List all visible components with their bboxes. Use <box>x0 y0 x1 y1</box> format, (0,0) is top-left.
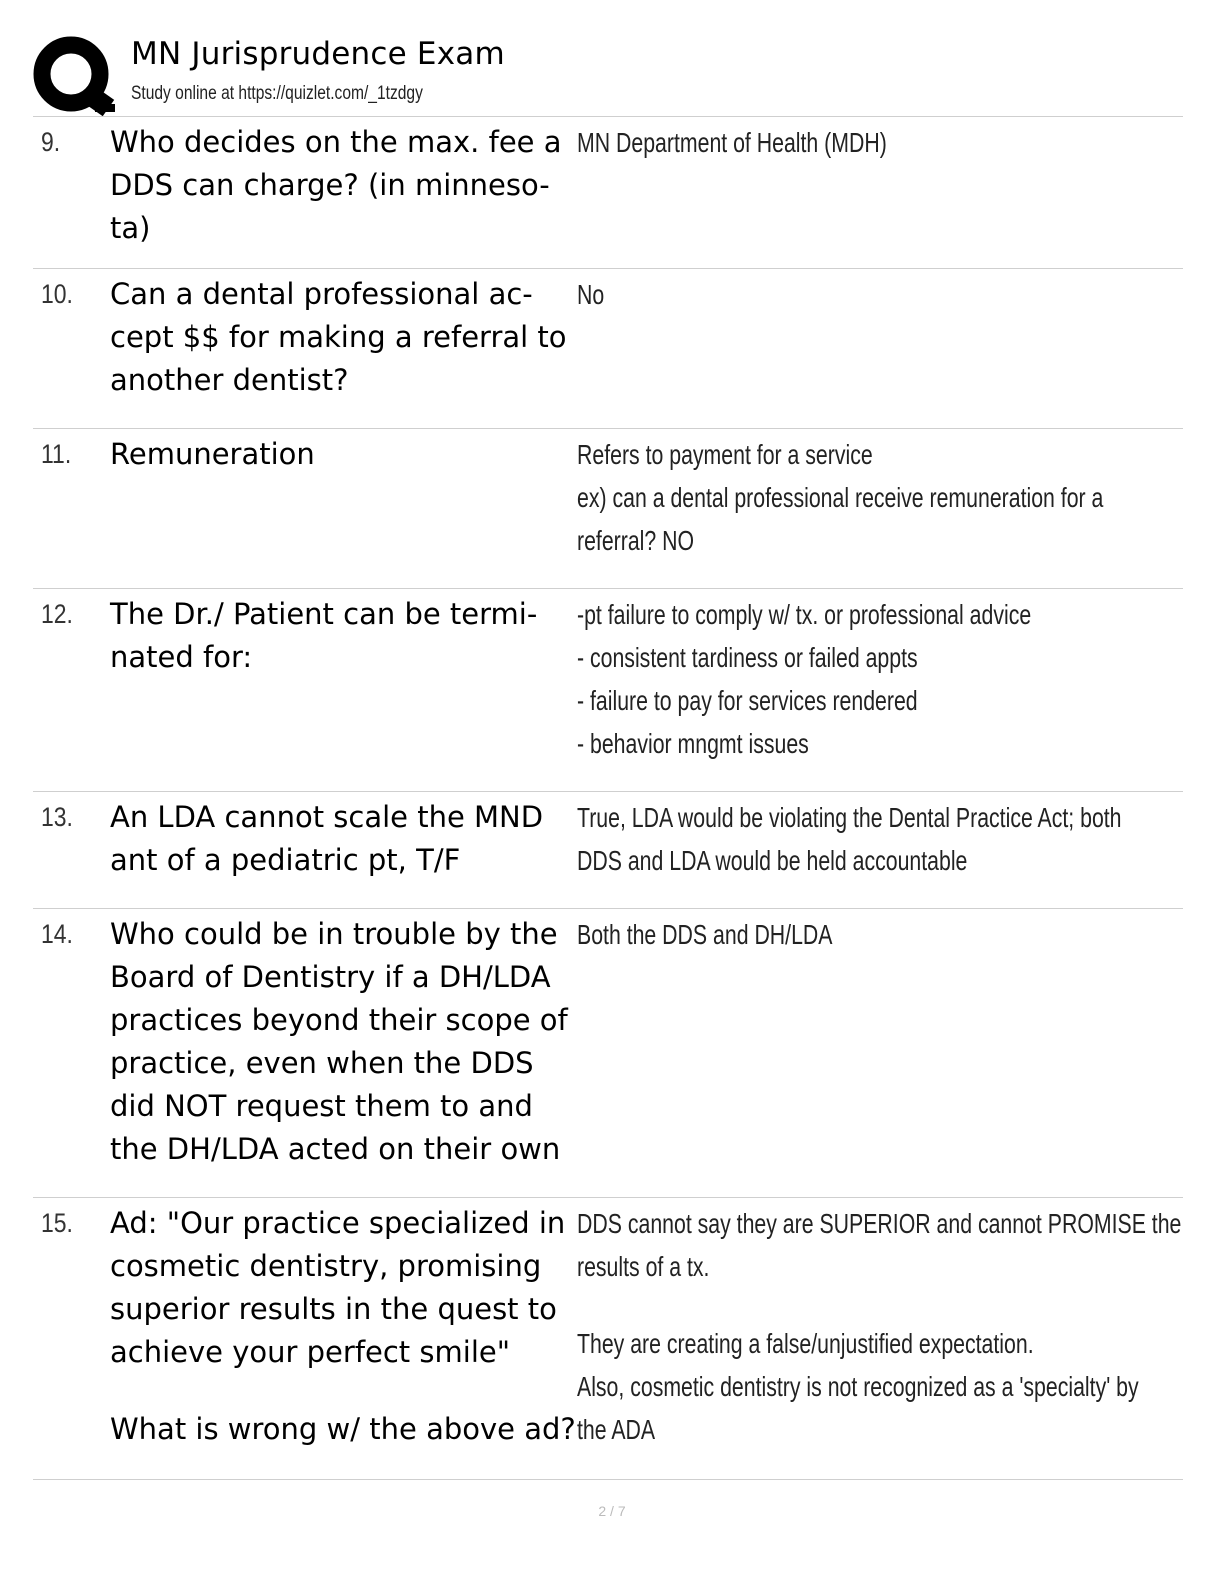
term-line: Board of Dentistry if a DH/LDA <box>110 960 551 994</box>
term-line: The Dr./ Patient can be termi- <box>110 597 538 631</box>
card-term <box>110 273 580 402</box>
card-definition <box>577 1202 1187 1451</box>
definition-line: - consistent tardiness or failed appts <box>577 642 918 673</box>
flashcard-row <box>33 909 1183 1198</box>
definition-line: They are creating a false/unjustified expectation. <box>577 1328 1034 1359</box>
term-line: Remuneration <box>110 437 315 471</box>
term-line: did NOT request them to and <box>110 1089 533 1123</box>
flashcard-list <box>33 116 1183 1480</box>
definition-line: referral? NO <box>577 525 695 556</box>
document-title: MN Jurisprudence Exam <box>131 36 505 72</box>
term-line: ant of a pediatric pt, T/F <box>110 843 461 877</box>
card-definition <box>577 273 1187 316</box>
term-line: Ad: "Our practice specialized in <box>110 1206 566 1240</box>
term-line: ta) <box>110 211 151 245</box>
term-line: practices beyond their scope of <box>110 1003 568 1037</box>
term-line: Who decides on the max. fee a <box>110 125 562 159</box>
flashcard-row <box>33 429 1183 589</box>
card-number: 15. <box>41 1208 73 1238</box>
term-line: practice, even when the DDS <box>110 1046 534 1080</box>
card-term <box>110 913 580 1171</box>
term-line: What is wrong w/ the above ad? <box>110 1412 576 1446</box>
card-definition <box>577 593 1187 765</box>
term-line: superior results in the quest to <box>110 1292 557 1326</box>
study-online-link[interactable]: Study online at https://quizlet.com/_1tzdgy <box>131 83 423 104</box>
card-term <box>110 796 580 882</box>
term-line: nated for: <box>110 640 253 674</box>
definition-line: results of a tx. <box>577 1251 710 1282</box>
term-line: Can a dental professional ac- <box>110 277 533 311</box>
card-term <box>110 121 580 250</box>
definition-line: DDS and LDA would be held accountable <box>577 845 968 876</box>
definition-line: Also, cosmetic dentistry is not recognized as a 'specialty' by <box>577 1371 1139 1402</box>
definition-line: True, LDA would be violating the Dental Practice Act; both <box>577 802 1122 833</box>
term-line: cosmetic dentistry, promising <box>110 1249 542 1283</box>
term-line: DDS can charge? (in minneso- <box>110 168 550 202</box>
flashcard-row <box>33 1198 1183 1480</box>
card-number: 9. <box>41 127 61 157</box>
page-header <box>33 32 1183 116</box>
quizlet-q-logo-icon <box>33 34 115 116</box>
definition-line: - behavior mngmt issues <box>577 728 809 759</box>
card-term <box>110 1202 580 1451</box>
term-line: An LDA cannot scale the MND <box>110 800 544 834</box>
term-line: another dentist? <box>110 363 349 397</box>
card-number: 13. <box>41 802 73 832</box>
flashcard-row <box>33 117 1183 269</box>
definition-line: - failure to pay for services rendered <box>577 685 918 716</box>
term-line: cept $$ for making a referral to <box>110 320 567 354</box>
card-number: 11. <box>41 439 72 469</box>
term-line: achieve your perfect smile" <box>110 1335 511 1369</box>
card-number: 12. <box>41 599 73 629</box>
flashcard-row <box>33 792 1183 909</box>
definition-line: Both the DDS and DH/LDA <box>577 919 833 950</box>
definition-line: No <box>577 279 605 310</box>
definition-line: ex) can a dental professional receive remuneration for a <box>577 482 1104 513</box>
flashcard-row <box>33 589 1183 792</box>
card-definition <box>577 796 1187 882</box>
term-line: Who could be in trouble by the <box>110 917 558 951</box>
card-term <box>110 433 580 476</box>
term-line: the DH/LDA acted on their own <box>110 1132 561 1166</box>
card-definition <box>577 913 1187 956</box>
card-definition <box>577 121 1187 164</box>
card-number: 14. <box>41 919 73 949</box>
flashcard-row <box>33 269 1183 429</box>
definition-line: MN Department of Health (MDH) <box>577 127 887 158</box>
definition-line <box>577 1288 1041 1322</box>
definition-line: the ADA <box>577 1414 656 1445</box>
card-definition <box>577 433 1187 562</box>
definition-line: -pt failure to comply w/ tx. or professional advice <box>577 599 1032 630</box>
page-number: 2 / 7 <box>598 1503 626 1519</box>
definition-line: DDS cannot say they are SUPERIOR and cannot PROMISE the <box>577 1208 1182 1239</box>
card-number: 10. <box>41 279 73 309</box>
definition-line: Refers to payment for a service <box>577 439 873 470</box>
card-term <box>110 593 580 679</box>
term-line <box>110 1374 580 1408</box>
